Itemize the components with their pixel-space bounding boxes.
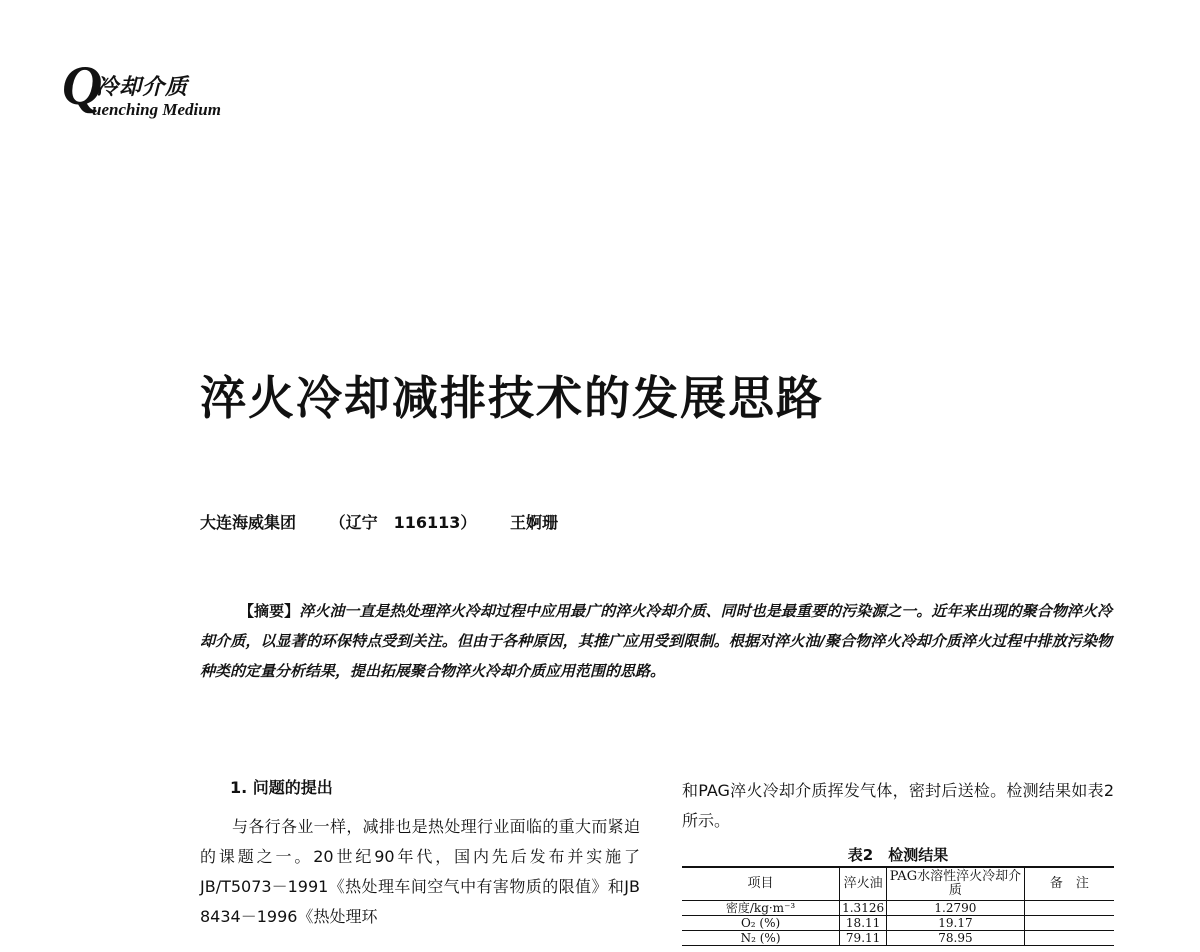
header-pag: PAG水溶性淬火冷却介质 <box>887 868 1025 901</box>
table-header-row <box>682 868 1114 901</box>
cell-pag: 1.2790 <box>887 901 1025 916</box>
right-paragraph: 和PAG淬火冷却介质挥发气体，密封后送检。检测结果如表2所示。 <box>682 781 1114 830</box>
section-paragraph: 与各行各业一样，减排也是热处理行业面临的重大而紧迫的课题之一。20世纪90年代，国内先后发布并实施了JB/T5073－1991《热处理车间空气中有害物质的限值》和JB 8434－1996《热处理环 <box>200 817 640 926</box>
logo-letter: Q <box>62 55 103 117</box>
logo-chinese-title: 冷却介质 <box>96 74 189 100</box>
author-location: （辽宁 116113） <box>329 513 477 532</box>
section-heading: 1. 问题的提出 <box>230 778 333 797</box>
cell-note <box>1024 916 1114 931</box>
header-note: 备 注 <box>1024 868 1114 901</box>
abstract-text: 淬火油一直是热处理淬火冷却过程中应用最广的淬火冷却介质、同时也是最重要的污染源之一。近年来出现的聚合物淬火冷却介质，以显著的环保特点受到关注。但由于各种原因，其推广应用受到限制。根据对淬火油/聚合物淬火冷却介质淬火过程中排放污染物种类的定量分析结果，提出拓展聚合物淬火冷却介质应用范围的思路。 <box>200 602 1112 680</box>
table-caption: 表2 检测结果 <box>847 846 949 864</box>
header-oil: 淬火油 <box>840 868 887 901</box>
cell-note <box>1024 901 1114 916</box>
right-column <box>682 776 1114 836</box>
table-row <box>682 916 1114 931</box>
left-column <box>200 776 640 932</box>
cell-oil: 1.3126 <box>840 901 887 916</box>
results-table <box>682 866 1114 946</box>
header-item: 项目 <box>682 868 840 901</box>
author-line <box>200 510 558 533</box>
cell-oil: 79.11 <box>840 931 887 946</box>
table-row <box>682 901 1114 916</box>
logo-english-title: uenching Medium <box>92 100 221 119</box>
cell-oil: 18.11 <box>840 916 887 931</box>
abstract <box>200 596 1112 686</box>
journal-logo <box>62 55 242 128</box>
author-name: 王婀珊 <box>509 513 558 532</box>
abstract-label: 【摘要】 <box>239 602 300 620</box>
cell-pag: 19.17 <box>887 916 1025 931</box>
author-organization: 大连海威集团 <box>200 513 297 532</box>
article-title: 淬火冷却减排技术的发展思路 <box>200 371 824 425</box>
cell-pag: 78.95 <box>887 931 1025 946</box>
cell-item: O₂ (%) <box>682 916 840 931</box>
table-row <box>682 931 1114 946</box>
cell-item: N₂ (%) <box>682 931 840 946</box>
cell-item: 密度/kg·m⁻³ <box>682 901 840 916</box>
cell-note <box>1024 931 1114 946</box>
